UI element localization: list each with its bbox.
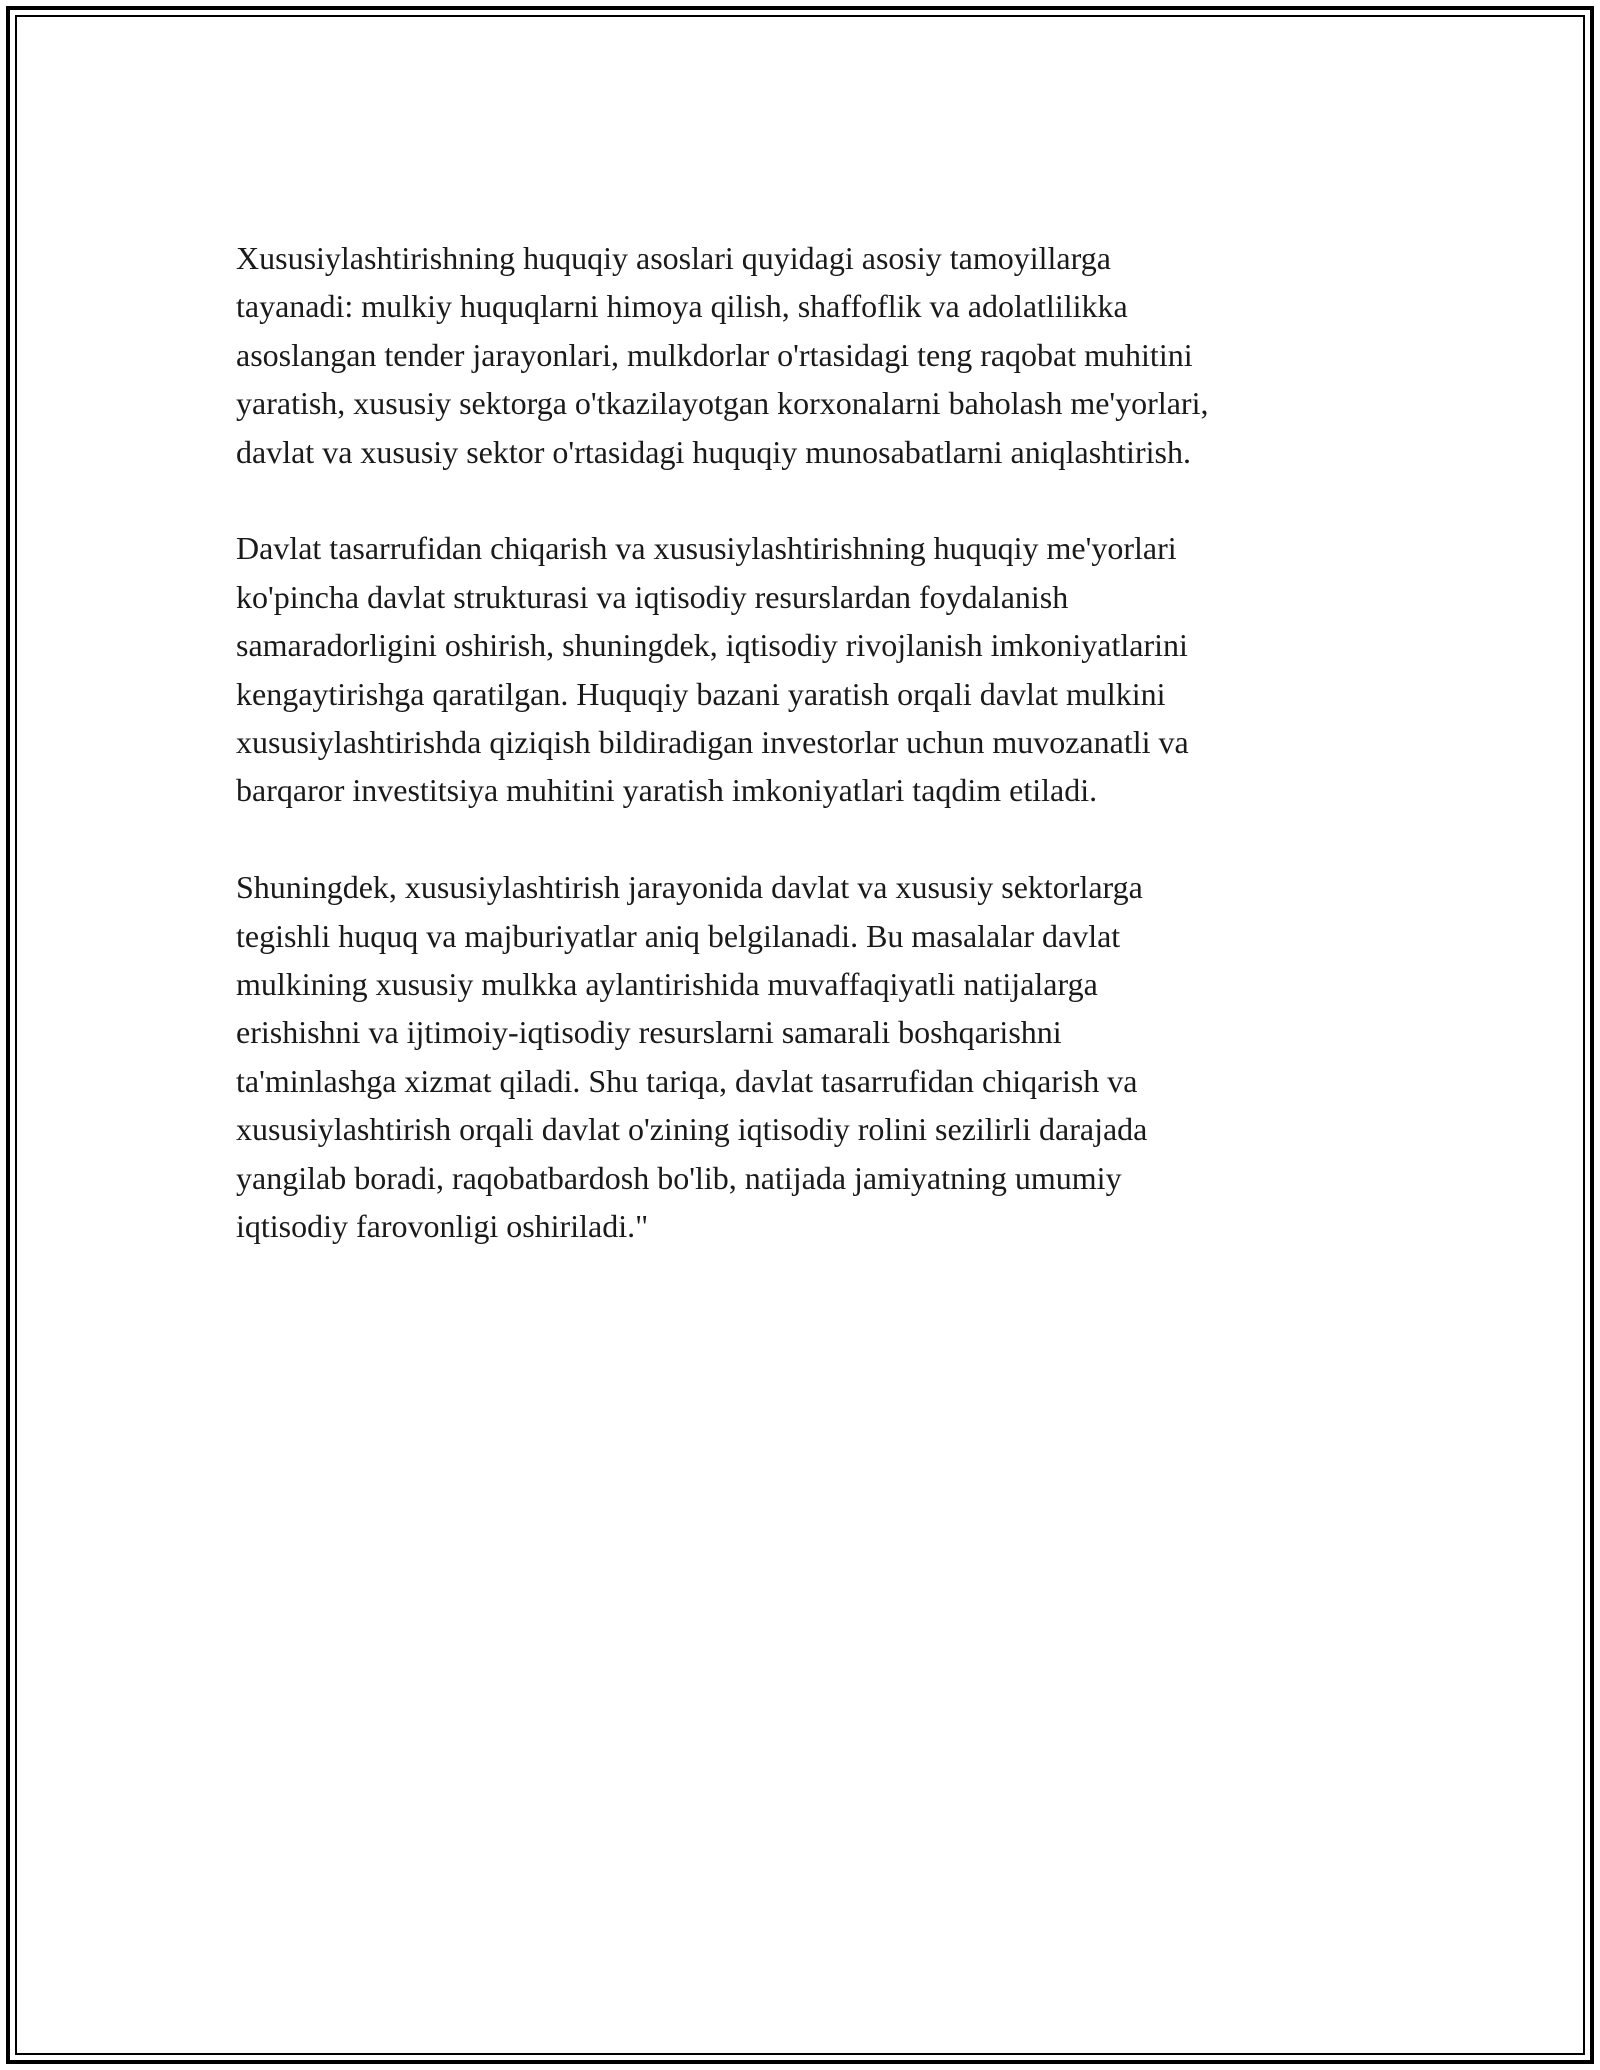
document-body [236,234,1366,1299]
paragraph-3: Shuningdek, xususiylashtirish jarayonida davlat va xususiy sektorlarga tegishli huquq va majburiyatlar aniq belgilanadi. Bu masalalar davlat mulkining xususiy mulkka aylantirishida muvaffaqiyatli natijalarga erishishni va ijtimoiy-iqtisodiy resurslarni samarali boshqarishni ta'minlashga xizmat qiladi. Shu tariqa, davlat tasarrufidan chiqarish va xususiylashtirish orqali davlat o'zining iqtisodiy rolini sezilirli darajada yangilab boradi, raqobatbardosh bo'lib, natijada jamiyatning umumiy iqtisodiy farovonligi oshiriladi." [236,869,1148,1245]
paragraph-1: Xususiylashtirishning huquqiy asoslari quyidagi asosiy tamoyillarga tayanadi: mulkiy huquqlarni himoya qilish, shaffoflik va adolatlilikka asoslangan tender jarayonlari, mulkdorlar o'rtasidagi teng raqobat muhitini yaratish, xususiy sektorga o'tkazilayotgan korxonalarni baholash me'yorlari, davlat va xususiy sektor o'rtasidagi huquqiy munosabatlarni aniqlashtirish. [236,240,1209,470]
paragraph-2: Davlat tasarrufidan chiqarish va xususiylashtirishning huquqiy me'yorlari ko'pincha davlat strukturasi va iqtisodiy resurslardan foydalanish samaradorligini oshirish, shuningdek, iqtisodiy rivojlanish imkoniyatlarini kengaytirishga qaratilgan. Huquqiy bazani yaratish orqali davlat mulkini xususiylashtirishda qiziqish bildiradigan investorlar uchun muvozanatli va barqaror investitsiya muhitini yaratish imkoniyatlari taqdim etiladi. [236,530,1189,809]
